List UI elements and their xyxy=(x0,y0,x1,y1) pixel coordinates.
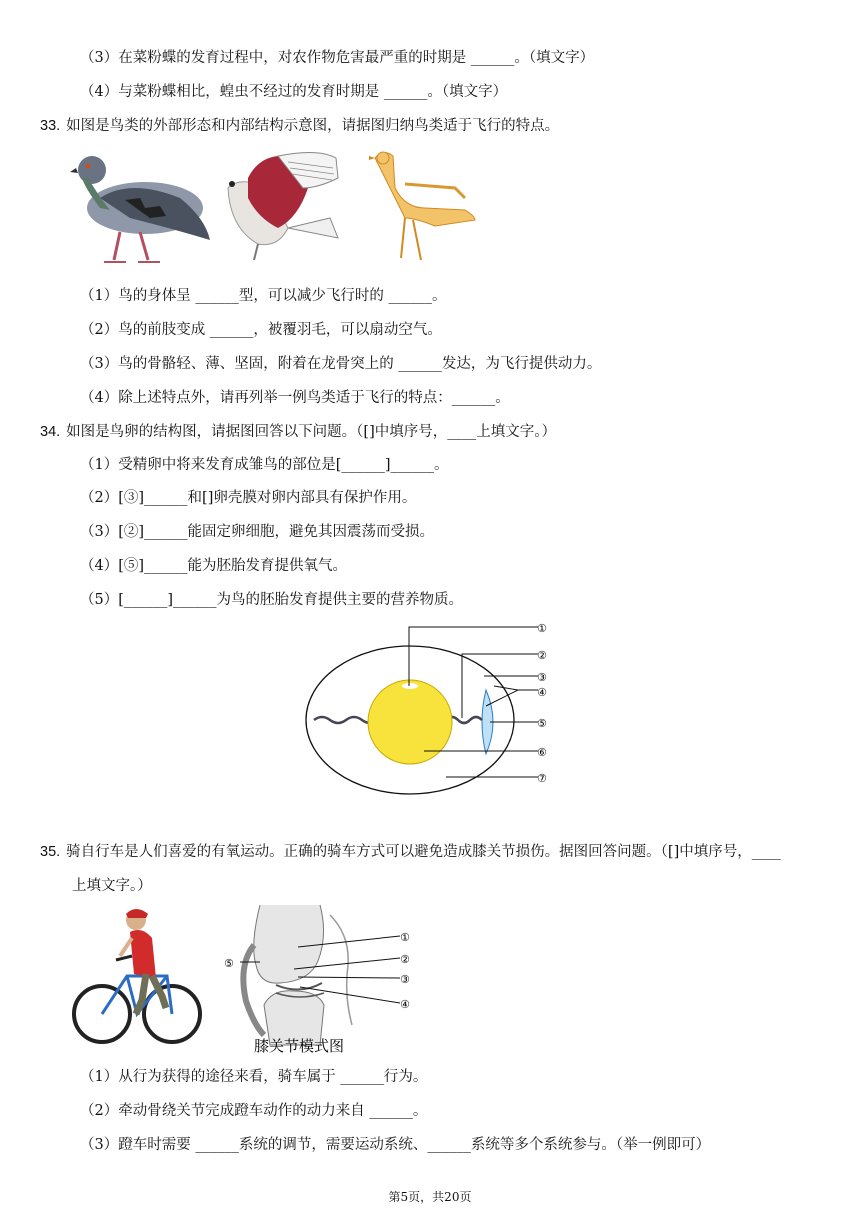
egg-label-5: ⑤ xyxy=(537,717,547,730)
bird-anatomy-image xyxy=(228,152,338,260)
q35-stem xyxy=(40,842,781,862)
q35-part2: （2）牵动骨绕关节完成蹬车动作的动力来自 ______。 xyxy=(80,1103,428,1119)
q33-text: 如图是鸟类的外部形态和内部结构示意图，请据图归纳鸟类适于飞行的特点。 xyxy=(66,118,560,134)
q35-text-line2: 上填文字。） xyxy=(72,878,152,894)
q34-part4: （4）[⑤]______能为胚胎发育提供氧气。 xyxy=(80,558,348,574)
q33-stem xyxy=(40,116,559,136)
pigeon-image xyxy=(70,156,210,262)
knee-label-5: ⑤ xyxy=(224,957,234,970)
egg-diagram xyxy=(300,614,570,804)
knee-label-2: ② xyxy=(400,953,410,966)
q35-part3: （3）蹬车时需要 ______系统的调节，需要运动系统、______系统等多个系统参与。（举一例即可） xyxy=(80,1137,711,1153)
egg-label-2: ② xyxy=(537,649,547,662)
knee-label-1: ① xyxy=(400,931,410,944)
q34-text: 如图是鸟卵的结构图，请据图回答以下问题。（[]中填序号，____上填文字。） xyxy=(66,424,556,440)
q32-part4: （4）与菜粉蝶相比，蝗虫不经过的发育时期是 ______。（填文字） xyxy=(80,84,508,100)
page-footer: 第5页，共20页 xyxy=(388,1190,472,1204)
q34-stem xyxy=(40,422,556,442)
cyclist-image xyxy=(72,908,202,1046)
bird-skeleton-image xyxy=(369,152,475,260)
q33-part3: （3）鸟的骨骼轻、薄、坚固，附着在龙骨突上的 ______发达，为飞行提供动力。 xyxy=(80,356,602,372)
q34-part1: （1）受精卵中将来发育成雏鸟的部位是[______]______。 xyxy=(80,457,449,473)
q33-part1: （1）鸟的身体呈 ______型，可以减少飞行时的 ______。 xyxy=(80,288,447,304)
q35-part1: （1）从行为获得的途径来看，骑车属于 ______行为。 xyxy=(80,1069,428,1085)
q34-part3: （3）[②]______能固定卵细胞，避免其因震荡而受损。 xyxy=(80,524,435,540)
q35-text-line1: 骑自行车是人们喜爱的有氧运动。正确的骑车方式可以避免造成膝关节损伤。据图回答问题。（[]中填序号，____ xyxy=(66,844,781,860)
egg-label-6: ⑥ xyxy=(537,746,547,759)
egg-label-1: ① xyxy=(537,622,547,635)
egg-labels xyxy=(537,622,547,785)
knee-label-3: ③ xyxy=(400,973,410,986)
egg-label-4: ④ xyxy=(537,686,547,699)
knee-caption: 膝关节模式图 xyxy=(254,1037,345,1055)
q34-part5: （5）[______]______为鸟的胚胎发育提供主要的营养物质。 xyxy=(80,592,464,608)
knee-label-4: ④ xyxy=(400,998,410,1011)
egg-label-7: ⑦ xyxy=(537,772,547,785)
q35-number: 35. xyxy=(40,844,61,860)
q34-number: 34. xyxy=(40,424,61,440)
germinal-disc xyxy=(402,683,418,689)
q32-part3: （3）在菜粉蝶的发育过程中，对农作物危害最严重的时期是 ______。（填文字） xyxy=(80,50,595,66)
q34-part2: （2）[③]______和[]卵壳膜对卵内部具有保护作用。 xyxy=(80,490,417,506)
q33-part4: （4）除上述特点外，请再列举一例鸟类适于飞行的特点：______。 xyxy=(80,390,510,406)
q33-number: 33. xyxy=(40,118,61,134)
knee-joint-diagram xyxy=(220,905,425,1055)
q33-part2: （2）鸟的前肢变成 ______，被覆羽毛，可以扇动空气。 xyxy=(80,322,442,338)
bird-figures xyxy=(70,148,490,276)
egg-label-3: ③ xyxy=(537,671,547,684)
